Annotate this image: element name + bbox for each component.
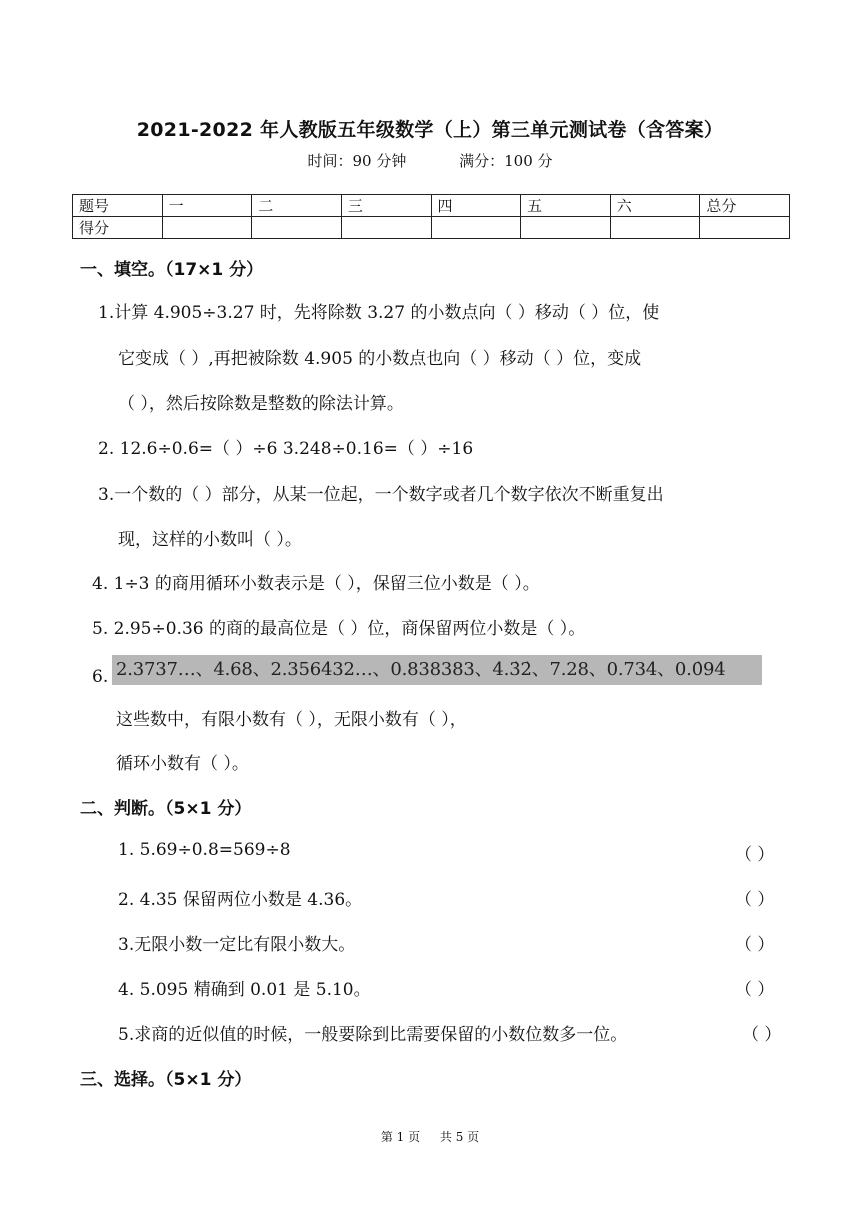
score-table-header-row bbox=[73, 195, 790, 217]
exam-info bbox=[0, 150, 860, 171]
section1-heading: 一、填空。（17×1 分） bbox=[80, 260, 264, 280]
question-6-line1: 这些数中，有限小数有（ ），无限小数有（ ）， bbox=[116, 710, 467, 730]
judge-item-5: 5.求商的近似值的时候，一般要除到比需要保留的小数位数多一位。 bbox=[118, 1025, 628, 1045]
section3-heading: 三、选择。（5×1 分） bbox=[80, 1070, 252, 1090]
score-input-cell[interactable] bbox=[521, 217, 611, 239]
section2-heading: 二、判断。（5×1 分） bbox=[80, 799, 252, 819]
score-table bbox=[72, 194, 790, 239]
score-input-cell[interactable] bbox=[431, 217, 521, 239]
score-table-cell: 二 bbox=[252, 195, 342, 217]
judge-item-2: 2. 4.35 保留两位小数是 4.36。 bbox=[118, 890, 363, 910]
question-3-line2: 现，这样的小数叫（ ）。 bbox=[118, 530, 302, 550]
judge-answer-5[interactable]: （ ） bbox=[742, 1025, 782, 1045]
judge-item-4: 4. 5.095 精确到 0.01 是 5.10。 bbox=[118, 980, 371, 1000]
score-table-cell: 题号 bbox=[73, 195, 163, 217]
score-input-cell[interactable] bbox=[252, 217, 342, 239]
score-table-row-label: 得分 bbox=[73, 217, 163, 239]
score-input-cell[interactable] bbox=[341, 217, 431, 239]
exam-full-score: 满分：100 分 bbox=[459, 152, 553, 170]
question-1-line2: 它变成（ ）,再把被除数 4.905 的小数点也向（ ）移动（ ）位，变成 bbox=[118, 349, 642, 369]
judge-answer-2[interactable]: （ ） bbox=[735, 890, 775, 910]
question-6-line2: 循环小数有（ ）。 bbox=[116, 754, 249, 774]
page-total: 共 5 页 bbox=[439, 1130, 480, 1144]
judge-answer-4[interactable]: （ ） bbox=[735, 980, 775, 1000]
score-table-cell: 五 bbox=[521, 195, 611, 217]
score-table-cell: 四 bbox=[431, 195, 521, 217]
judge-item-3: 3.无限小数一定比有限小数大。 bbox=[118, 935, 356, 955]
score-table-cell: 六 bbox=[610, 195, 700, 217]
question-1-line1: 1.计算 4.905÷3.27 时，先将除数 3.27 的小数点向（ ）移动（ ）位，使 bbox=[98, 303, 660, 323]
judge-answer-3[interactable]: （ ） bbox=[735, 935, 775, 955]
question-4: 4. 1÷3 的商用循环小数表示是（ ），保留三位小数是（ ）。 bbox=[92, 574, 540, 594]
score-input-cell[interactable] bbox=[610, 217, 700, 239]
score-input-cell[interactable] bbox=[162, 217, 252, 239]
judge-item-1: 1. 5.69÷0.8=569÷8 bbox=[118, 840, 291, 860]
page-title: 2021-2022 年人教版五年级数学（上）第三单元测试卷（含答案） bbox=[136, 119, 724, 141]
score-table-cell: 一 bbox=[162, 195, 252, 217]
page-footer bbox=[0, 1128, 860, 1145]
question-5: 5. 2.95÷0.36 的商的最高位是（ ）位，商保留两位小数是（ ）。 bbox=[92, 619, 586, 639]
question-3-line1: 3.一个数的（ ）部分，从某一位起，一个数字或者几个数字依次不断重复出 bbox=[98, 485, 664, 505]
judge-answer-1[interactable]: （ ） bbox=[735, 845, 775, 865]
question-1-line3: （ ），然后按除数是整数的除法计算。 bbox=[118, 394, 404, 414]
question-2: 2. 12.6÷0.6=（ ）÷6 3.248÷0.16=（ ）÷16 bbox=[98, 439, 474, 459]
score-table-cell: 总分 bbox=[700, 195, 790, 217]
score-table-cell: 三 bbox=[341, 195, 431, 217]
score-input-cell[interactable] bbox=[700, 217, 790, 239]
question-6-number: 6. bbox=[92, 667, 109, 687]
question-6-number-list-image: 2.3737…、4.68、2.356432…、0.838383、4.3̇2̇、7.28、0.734、0.0̇94̇ bbox=[112, 655, 762, 685]
page-number: 第 1 页 bbox=[380, 1130, 421, 1144]
exam-time: 时间：90 分钟 bbox=[307, 152, 407, 170]
score-table-score-row bbox=[73, 217, 790, 239]
